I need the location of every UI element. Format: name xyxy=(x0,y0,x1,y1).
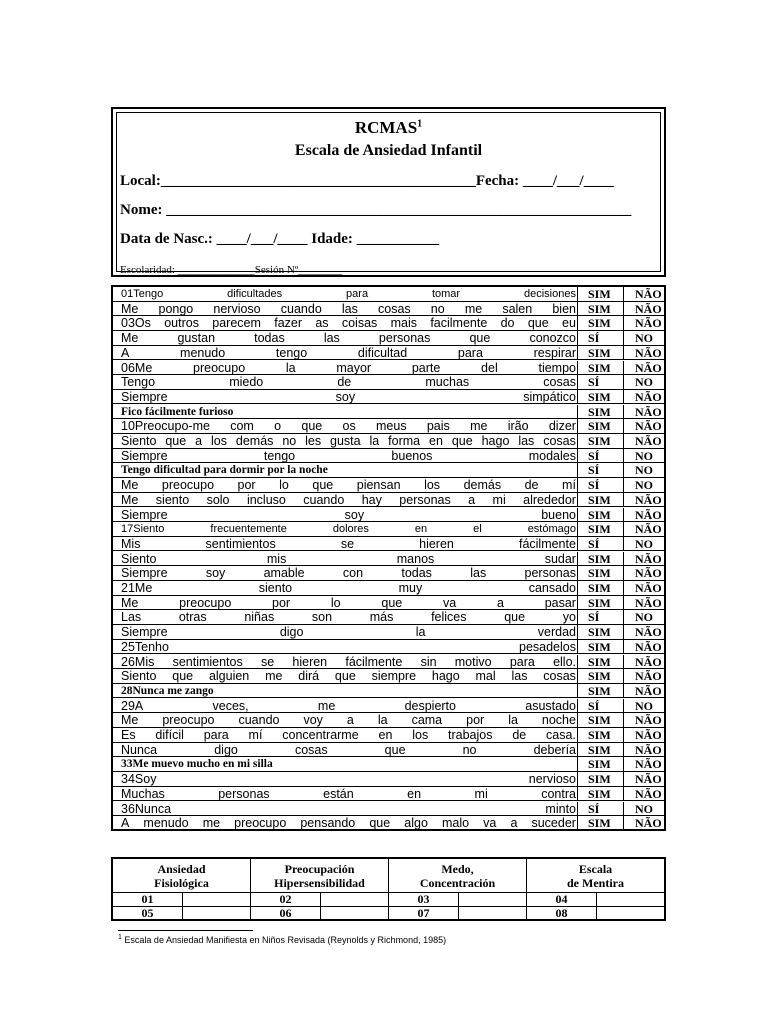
item-row xyxy=(113,566,664,581)
item-row xyxy=(113,699,664,714)
item-row xyxy=(113,757,664,772)
answer-no-option[interactable]: NÃO xyxy=(635,742,662,757)
answer-yes-option[interactable]: SÍ xyxy=(588,448,600,463)
answer-divider xyxy=(623,537,624,551)
item-text: 01Tengo dificultades para tomar decisiones xyxy=(121,288,576,300)
item-text: A menudo me preocupo pensando que algo malo va a suceder xyxy=(121,816,576,831)
score-header xyxy=(527,859,664,892)
score-table xyxy=(111,857,666,921)
answer-no-option[interactable]: NÃO xyxy=(635,551,662,566)
answer-cell xyxy=(577,508,667,522)
schooling-session-field[interactable]: Escolaridad: ______________Sesión Nº________ xyxy=(120,264,343,276)
answer-yes-option[interactable]: SIM xyxy=(588,389,611,404)
answer-divider xyxy=(623,375,624,389)
item-row xyxy=(113,463,664,478)
score-header xyxy=(251,859,389,892)
answer-no-option[interactable]: NÃO xyxy=(635,566,662,581)
answer-cell xyxy=(577,596,667,610)
score-item-number: 06 xyxy=(251,907,321,920)
answer-yes-option[interactable]: SIM xyxy=(588,522,611,537)
answer-yes-option[interactable]: SIM xyxy=(588,757,611,772)
title-text: RCMAS xyxy=(354,118,418,137)
answer-no-option[interactable]: NO xyxy=(635,448,653,463)
score-row xyxy=(113,906,664,920)
answer-yes-option[interactable]: SIM xyxy=(588,728,611,742)
header-inner xyxy=(116,112,661,276)
item-row xyxy=(113,802,664,817)
answer-cell xyxy=(577,537,667,551)
answer-yes-option[interactable]: SIM xyxy=(588,742,611,757)
answer-cell xyxy=(577,787,667,801)
answer-cell xyxy=(577,743,667,757)
score-input-cell[interactable] xyxy=(183,893,251,906)
score-input-cell[interactable] xyxy=(183,907,251,920)
answer-cell xyxy=(577,566,667,580)
item-row xyxy=(113,669,664,684)
name-field[interactable]: Nome: ______________________________________________________________ xyxy=(120,202,632,218)
answer-cell xyxy=(577,655,667,669)
answer-yes-option[interactable]: SIM xyxy=(588,713,611,728)
item-text: Siempre tengo buenos modales xyxy=(121,448,576,463)
item-text: Nunca digo cosas que no debería xyxy=(121,742,576,757)
answer-cell xyxy=(577,728,667,742)
answer-no-option[interactable]: NÃO xyxy=(635,639,662,654)
questionnaire-table xyxy=(111,285,666,831)
answer-cell xyxy=(577,449,667,463)
answer-divider xyxy=(623,331,624,345)
answer-cell xyxy=(577,375,667,389)
item-text: Mis sentimientos se hieren fácilmente xyxy=(121,536,576,551)
form-subtitle: Escala de Ansiedad Infantil xyxy=(294,142,483,159)
answer-no-option[interactable]: NÃO xyxy=(635,492,662,507)
item-text: 36Nunca minto xyxy=(121,801,576,816)
item-text: 29A veces, me despierto asustado xyxy=(121,698,576,713)
answer-divider xyxy=(623,816,624,830)
answer-divider xyxy=(623,581,624,595)
answer-no-option[interactable]: NÃO xyxy=(635,772,662,787)
header-box xyxy=(111,107,666,277)
score-header-line2: Hipersensibilidad xyxy=(274,876,365,890)
answer-divider xyxy=(623,522,624,536)
score-header-line1: Ansiedad xyxy=(157,862,206,876)
score-header xyxy=(389,859,527,892)
answer-divider xyxy=(623,655,624,669)
item-text: 17Siento frecuentemente dolores en el estómago xyxy=(121,523,576,536)
score-header-line1: Medo, xyxy=(441,862,474,876)
item-text: 10Preocupo-me com o que os meus pais me irão dizer xyxy=(121,419,576,434)
item-row xyxy=(113,787,664,802)
answer-cell xyxy=(577,346,667,360)
item-row xyxy=(113,684,664,699)
item-row xyxy=(113,743,664,758)
answer-divider xyxy=(623,346,624,360)
answer-no-option[interactable]: NO xyxy=(635,478,653,493)
item-text: Tengo miedo de muchas cosas xyxy=(121,375,576,390)
answer-divider xyxy=(623,713,624,727)
footnote xyxy=(118,934,446,945)
answer-divider xyxy=(623,390,624,404)
answer-yes-option[interactable]: SÍ xyxy=(588,801,600,816)
birthdate-age-field[interactable]: Data de Nasc.: ____/___/____ Idade: ___________ xyxy=(120,231,440,247)
item-text: Muchas personas están en mi contra xyxy=(121,786,576,801)
answer-yes-option[interactable]: SÍ xyxy=(588,375,600,390)
item-row xyxy=(113,331,664,346)
item-text: Es difícil para mí concentrarme en los trabajos de casa. xyxy=(121,728,576,742)
score-header-line2: Concentración xyxy=(419,876,496,890)
answer-no-option[interactable]: NÃO xyxy=(635,625,662,640)
answer-yes-option[interactable]: SIM xyxy=(588,551,611,566)
answer-yes-option[interactable]: SIM xyxy=(588,507,611,522)
answer-divider xyxy=(623,419,624,433)
answer-yes-option[interactable]: SIM xyxy=(588,404,611,419)
answer-divider xyxy=(623,787,624,801)
item-row xyxy=(113,302,664,317)
answer-divider xyxy=(623,596,624,610)
answer-divider xyxy=(623,610,624,624)
footnote-mark: 1 xyxy=(118,934,122,941)
answer-divider xyxy=(623,361,624,375)
item-row xyxy=(113,728,664,743)
item-row xyxy=(113,478,664,493)
item-row xyxy=(113,316,664,331)
answer-yes-option[interactable]: SIM xyxy=(588,786,611,801)
score-item-number: 08 xyxy=(527,907,597,920)
answer-no-option[interactable]: NÃO xyxy=(635,389,662,404)
item-row xyxy=(113,419,664,434)
answer-cell xyxy=(577,816,667,830)
answer-yes-option[interactable]: SIM xyxy=(588,316,611,331)
item-row xyxy=(113,390,664,405)
answer-no-option[interactable]: NÃO xyxy=(635,522,662,537)
item-row xyxy=(113,375,664,390)
answer-no-option[interactable]: NÃO xyxy=(635,434,662,448)
score-item-number: 01 xyxy=(113,893,183,906)
answer-no-option[interactable]: NÃO xyxy=(635,419,662,434)
item-text: 06Me preocupo la mayor parte del tiempo xyxy=(121,360,576,375)
item-row xyxy=(113,581,664,596)
answer-no-option[interactable]: NÃO xyxy=(635,816,662,831)
answer-no-option[interactable]: NÃO xyxy=(635,595,662,610)
answer-cell xyxy=(577,713,667,727)
answer-divider xyxy=(623,728,624,742)
item-text: Siempre digo la verdad xyxy=(121,625,576,640)
answer-no-option[interactable]: NÃO xyxy=(635,728,662,742)
answer-cell xyxy=(577,625,667,639)
answer-no-option[interactable]: NÃO xyxy=(635,581,662,595)
answer-divider xyxy=(623,478,624,492)
answer-yes-option[interactable]: SÍ xyxy=(588,536,600,551)
answer-divider xyxy=(623,566,624,580)
item-row xyxy=(113,610,664,625)
answer-cell xyxy=(577,640,667,654)
score-item-number: 07 xyxy=(389,907,459,920)
item-text: Fico fácilmente furioso xyxy=(121,405,234,418)
answer-yes-option[interactable]: SIM xyxy=(588,683,611,698)
answer-yes-option[interactable]: SIM xyxy=(588,816,611,831)
answer-cell xyxy=(577,802,667,816)
item-row xyxy=(113,772,664,787)
score-header-line2: de Mentira xyxy=(567,876,624,890)
answer-cell xyxy=(577,463,667,477)
answer-cell xyxy=(577,552,667,566)
score-item-number: 02 xyxy=(251,893,321,906)
answer-no-option[interactable]: NÃO xyxy=(635,713,662,728)
item-text: Siempre soy bueno xyxy=(121,507,576,522)
item-text: Me pongo nervioso cuando las cosas no me salen bien xyxy=(121,301,576,316)
item-text: Siempre soy simpático xyxy=(121,389,576,404)
score-header-line1: Preocupación xyxy=(284,862,355,876)
item-row xyxy=(113,640,664,655)
answer-no-option[interactable]: NO xyxy=(635,801,653,816)
item-text: 28Nunca me zango xyxy=(121,684,214,697)
answer-yes-option[interactable]: SIM xyxy=(588,492,611,507)
answer-yes-option[interactable]: SÍ xyxy=(588,463,600,478)
form-title xyxy=(117,118,660,138)
item-text: Tengo dificultad para dormir por la noche xyxy=(121,464,328,477)
answer-cell xyxy=(577,757,667,771)
answer-yes-option[interactable]: SIM xyxy=(588,669,611,684)
item-text: Las otras niñas son más felices que yo xyxy=(121,610,576,625)
item-text: Me preocupo por lo que piensan los demás de mí xyxy=(121,478,576,493)
item-text: 21Me siento muy cansado xyxy=(121,581,576,595)
answer-no-option[interactable]: NÃO xyxy=(635,404,662,419)
item-row xyxy=(113,346,664,361)
answer-yes-option[interactable]: SIM xyxy=(588,360,611,375)
item-row xyxy=(113,713,664,728)
score-item-number: 04 xyxy=(527,893,597,906)
answer-no-option[interactable]: NÃO xyxy=(635,360,662,375)
answer-cell xyxy=(577,287,667,301)
answer-yes-option[interactable]: SÍ xyxy=(588,478,600,493)
answer-yes-option[interactable]: SIM xyxy=(588,566,611,581)
answer-cell xyxy=(577,316,667,330)
score-input-cell[interactable] xyxy=(459,893,527,906)
answer-no-option[interactable]: NÃO xyxy=(635,786,662,801)
answer-divider xyxy=(623,287,624,301)
item-text: Siento que alguien me dirá que siempre hago mal las cosas xyxy=(121,669,576,684)
answer-divider xyxy=(623,552,624,566)
answer-yes-option[interactable]: SÍ xyxy=(588,331,600,346)
answer-no-option[interactable]: NÃO xyxy=(635,316,662,331)
answer-divider xyxy=(623,684,624,698)
item-row xyxy=(113,537,664,552)
item-text: Siento mis manos sudar xyxy=(121,551,576,566)
answer-cell xyxy=(577,669,667,683)
item-row xyxy=(113,816,664,831)
answer-cell xyxy=(577,405,667,419)
answer-cell xyxy=(577,434,667,448)
score-row xyxy=(113,892,664,906)
score-input-cell[interactable] xyxy=(321,907,389,920)
item-text: 34Soy nervioso xyxy=(121,772,576,787)
answer-divider xyxy=(623,743,624,757)
item-row xyxy=(113,655,664,670)
item-row xyxy=(113,508,664,523)
item-text: 33Me muevo mucho en mi silla xyxy=(121,758,273,771)
item-row xyxy=(113,493,664,508)
answer-divider xyxy=(623,508,624,522)
answer-divider xyxy=(623,405,624,419)
item-text: Me gustan todas las personas que conozco xyxy=(121,331,576,346)
item-text: Siempre soy amable con todas las personas xyxy=(121,566,576,581)
answer-divider xyxy=(623,302,624,316)
answer-no-option[interactable]: NÃO xyxy=(635,287,662,301)
answer-cell xyxy=(577,522,667,536)
answer-yes-option[interactable]: SIM xyxy=(588,287,611,301)
answer-cell xyxy=(577,478,667,492)
item-text: Siento que a los demás no les gusta la forma en que hago las cosas xyxy=(121,434,576,448)
answer-yes-option[interactable]: SIM xyxy=(588,639,611,654)
item-row xyxy=(113,596,664,611)
item-row xyxy=(113,522,664,537)
answer-no-option[interactable]: NÃO xyxy=(635,507,662,522)
answer-no-option[interactable]: NÃO xyxy=(635,301,662,316)
answer-no-option[interactable]: NÃO xyxy=(635,757,662,772)
answer-yes-option[interactable]: SIM xyxy=(588,581,611,595)
item-row xyxy=(113,625,664,640)
item-text: 26Mis sentimientos se hieren fácilmente sin motivo para ello. xyxy=(121,654,576,669)
score-header xyxy=(113,859,251,892)
answer-cell xyxy=(577,581,667,595)
answer-divider xyxy=(623,625,624,639)
answer-yes-option[interactable]: SIM xyxy=(588,301,611,316)
answer-cell xyxy=(577,419,667,433)
score-header-line2: Fisiológica xyxy=(154,876,209,890)
answer-cell xyxy=(577,302,667,316)
answer-divider xyxy=(623,493,624,507)
answer-cell xyxy=(577,361,667,375)
footnote-text: Escala de Ansiedad Manifiesta en Niños Revisada (Reynolds y Richmond, 1985) xyxy=(124,935,447,945)
answer-divider xyxy=(623,669,624,683)
answer-cell xyxy=(577,390,667,404)
item-text: Me preocupo cuando voy a la cama por la noche xyxy=(121,713,576,728)
answer-yes-option[interactable]: SÍ xyxy=(588,698,600,713)
answer-divider xyxy=(623,802,624,816)
answer-divider xyxy=(623,699,624,713)
score-item-number: 03 xyxy=(389,893,459,906)
answer-yes-option[interactable]: SÍ xyxy=(588,610,600,625)
item-text: Me preocupo por lo que va a pasar xyxy=(121,595,576,610)
answer-cell xyxy=(577,699,667,713)
answer-no-option[interactable]: NO xyxy=(635,610,653,625)
score-input-cell[interactable] xyxy=(597,893,664,906)
item-row xyxy=(113,287,664,302)
item-text: 03Os outros parecem fazer as coisas mais facilmente do que eu xyxy=(121,316,576,331)
answer-yes-option[interactable]: SIM xyxy=(588,595,611,610)
score-item-number: 05 xyxy=(113,907,183,920)
answer-cell xyxy=(577,331,667,345)
score-input-cell[interactable] xyxy=(597,907,664,920)
answer-no-option[interactable]: NO xyxy=(635,375,653,390)
footnote-rule xyxy=(118,930,253,931)
item-row xyxy=(113,434,664,449)
answer-yes-option[interactable]: SIM xyxy=(588,654,611,669)
local-date-field[interactable]: Local:__________________________________________Fecha: ____/___/____ xyxy=(120,173,614,189)
answer-yes-option[interactable]: SIM xyxy=(588,434,611,448)
answer-cell xyxy=(577,684,667,698)
answer-yes-option[interactable]: SIM xyxy=(588,419,611,434)
answer-no-option[interactable]: NÃO xyxy=(635,345,662,360)
answer-divider xyxy=(623,316,624,330)
answer-no-option[interactable]: NÃO xyxy=(635,654,662,669)
answer-cell xyxy=(577,772,667,786)
answer-yes-option[interactable]: SIM xyxy=(588,345,611,360)
answer-no-option[interactable]: NÃO xyxy=(635,669,662,684)
item-row xyxy=(113,449,664,464)
score-header-line1: Escala xyxy=(578,862,613,876)
item-row xyxy=(113,552,664,567)
answer-no-option[interactable]: NO xyxy=(635,536,653,551)
answer-no-option[interactable]: NO xyxy=(635,463,653,478)
answer-divider xyxy=(623,463,624,477)
answer-no-option[interactable]: NÃO xyxy=(635,683,662,698)
answer-no-option[interactable]: NO xyxy=(635,698,653,713)
score-input-cell[interactable] xyxy=(321,893,389,906)
answer-cell xyxy=(577,493,667,507)
answer-divider xyxy=(623,449,624,463)
item-row xyxy=(113,361,664,376)
answer-divider xyxy=(623,434,624,448)
answer-divider xyxy=(623,772,624,786)
answer-no-option[interactable]: NO xyxy=(635,331,653,346)
item-text: A menudo tengo dificultad para respirar xyxy=(121,345,576,360)
answer-cell xyxy=(577,610,667,624)
score-input-cell[interactable] xyxy=(459,907,527,920)
item-text: 25Tenho pesadelos xyxy=(121,639,576,654)
answer-yes-option[interactable]: SIM xyxy=(588,772,611,787)
item-row xyxy=(113,405,664,420)
answer-divider xyxy=(623,640,624,654)
title-footnote-mark: 1 xyxy=(417,118,423,130)
item-text: Me siento solo incluso cuando hay personas a mi alrededor xyxy=(121,492,576,507)
answer-divider xyxy=(623,757,624,771)
answer-yes-option[interactable]: SIM xyxy=(588,625,611,640)
